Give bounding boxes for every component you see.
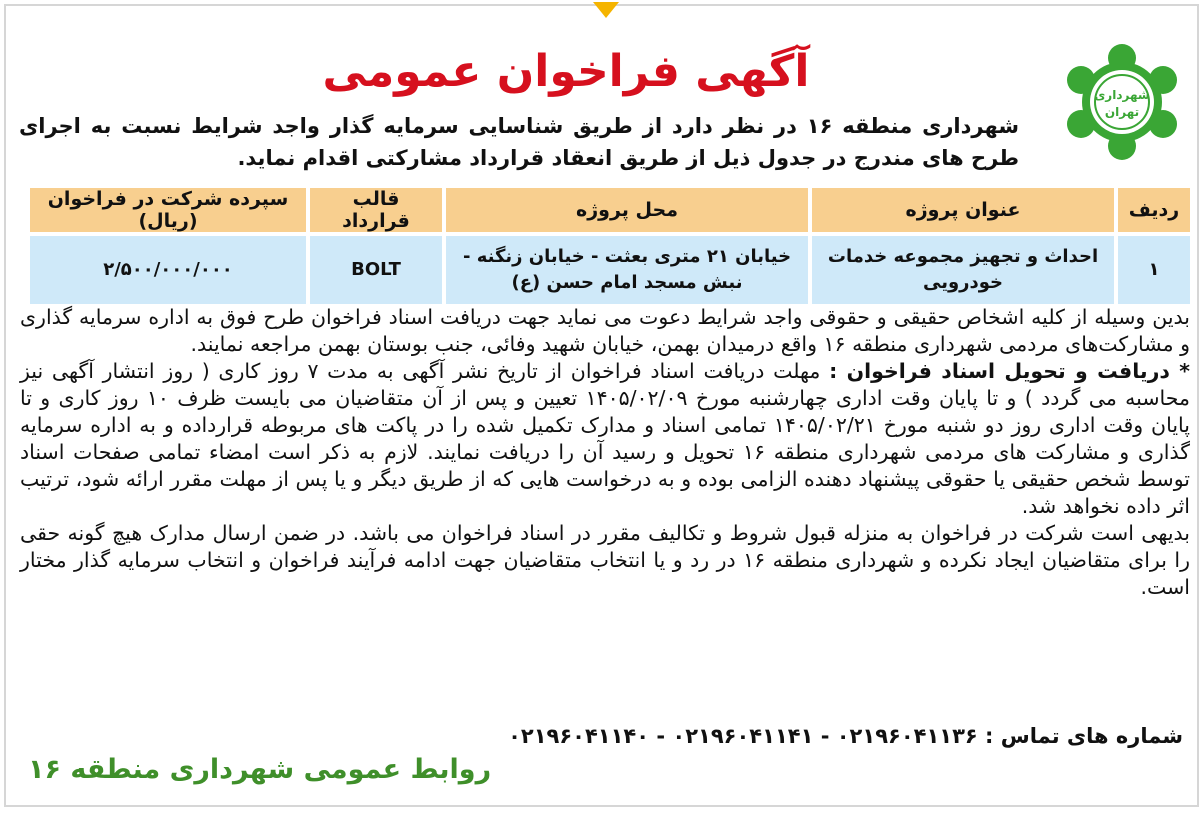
header-contract-type: قالب قرارداد xyxy=(310,188,442,232)
table-header-row xyxy=(30,188,1190,232)
cell-project-location: خیابان ۲۱ متری بعثت - خیابان زنگنه - نبش مسجد امام حسن (ع) xyxy=(446,236,808,304)
intro-rest: در نظر دارد از طریق شناسایی سرمایه گذار واجد شرایط نسبت به اجرای طرح های مندرج در جدول ذیل از طریق انعقاد قرارداد مشارکتی اقدام نماید. xyxy=(19,114,1019,170)
tehran-municipality-logo-icon xyxy=(1059,44,1185,160)
top-arrow-icon xyxy=(593,2,619,18)
cell-contract-type: BOLT xyxy=(310,236,442,304)
cell-row-number: ۱ xyxy=(1118,236,1190,304)
intro-bold: شهرداری منطقه ۱۶ xyxy=(806,114,1019,138)
contact-line xyxy=(13,722,1183,750)
notice-title: آگهی فراخوان عمومی xyxy=(322,46,810,97)
header-project-title: عنوان پروژه xyxy=(812,188,1114,232)
logo-text-line2: تهران xyxy=(1104,105,1140,119)
logo-text-line1: شهرداری xyxy=(1094,88,1150,102)
projects-table xyxy=(26,184,1194,308)
body-paragraph-1: بدین وسیله از کلیه اشخاص حقیقی و حقوقی واجد شرایط دعوت می نماید جهت دریافت اسناد فراخوان طرح فوق به اداره سرمایه گذاری و مشارکت‌های مردمی شهرداری منطقه ۱۶ واقع درمیدان بهمن، خیابان شهید وفائی، جنب بوستان بهمن مراجعه نمایند. xyxy=(20,305,1190,356)
intro-paragraph xyxy=(19,110,1019,174)
body-paragraph-2 xyxy=(20,358,1190,520)
header-row-number: ردیف xyxy=(1118,188,1190,232)
footer-signature: روابط عمومی شهرداری منطقه ۱۶ xyxy=(28,754,492,785)
body-paragraph-2-text: مهلت دریافت اسناد فراخوان از تاریخ نشر آگهی به مدت ۷ روز کاری ( روز انتشار آگهی نیز محاسبه می گردد ) و تا پایان وقت اداری چهارشنبه مورخ ۱۴۰۵/۰۲/۰۹ تعیین و پس از آن متقاضیان می بایست ظرف ۱۰ روز کاری و تا پایان وقت اداری روز دو شنبه مورخ ۱۴۰۵/۰۲/۲۱ تمامی اسناد و مدارک تکمیل شده را در پاکت های مربوطه قرارداده و به اداره سرمایه گذاری و مشارکت های مردمی شهرداری منطقه ۱۶ تحویل و رسید آن را دریافت نمایند. لازم به ذکر است امضاء تمامی صفحات اسناد توسط شخص حقیقی یا حقوقی پیشنهاد دهنده الزامی بوده و به درخواست هایی که از طریق دیگر و یا پس از مهلت مقرر ارائه شود، ترتیب اثر داده نخواهد شد. xyxy=(20,359,1190,518)
cell-deposit: ۲/۵۰۰/۰۰۰/۰۰۰ xyxy=(30,236,306,304)
body-paragraph-2-heading: * دریافت و تحویل اسناد فراخوان : xyxy=(829,359,1190,383)
body-paragraph-3: بدیهی است شرکت در فراخوان به منزله قبول شروط و تکالیف مقرر در اسناد فراخوان می باشد. در ضمن ارسال مدارک هیچ گونه حقی را برای متقاضیان ایجاد نکرده و شهرداری منطقه ۱۶ در رد و یا انتخاب متقاضیان جهت ادامه فرآیند فراخوان و انتخاب سرمایه گذار مختار است. xyxy=(20,521,1190,599)
header-deposit: سپرده شرکت در فراخوان (ریال) xyxy=(30,188,306,232)
contact-label: شماره های تماس : xyxy=(985,724,1183,748)
notice-page xyxy=(4,4,1199,807)
cell-project-title: احداث و تجهیز مجموعه خدمات خودرویی xyxy=(812,236,1114,304)
notice-body xyxy=(20,304,1190,601)
contact-phones: ۰۲۱۹۶۰۴۱۱۴۰ - ۰۲۱۹۶۰۴۱۱۴۱ - ۰۲۱۹۶۰۴۱۱۳۶ xyxy=(508,724,978,748)
table-row xyxy=(30,236,1190,304)
header-project-location: محل پروژه xyxy=(446,188,808,232)
